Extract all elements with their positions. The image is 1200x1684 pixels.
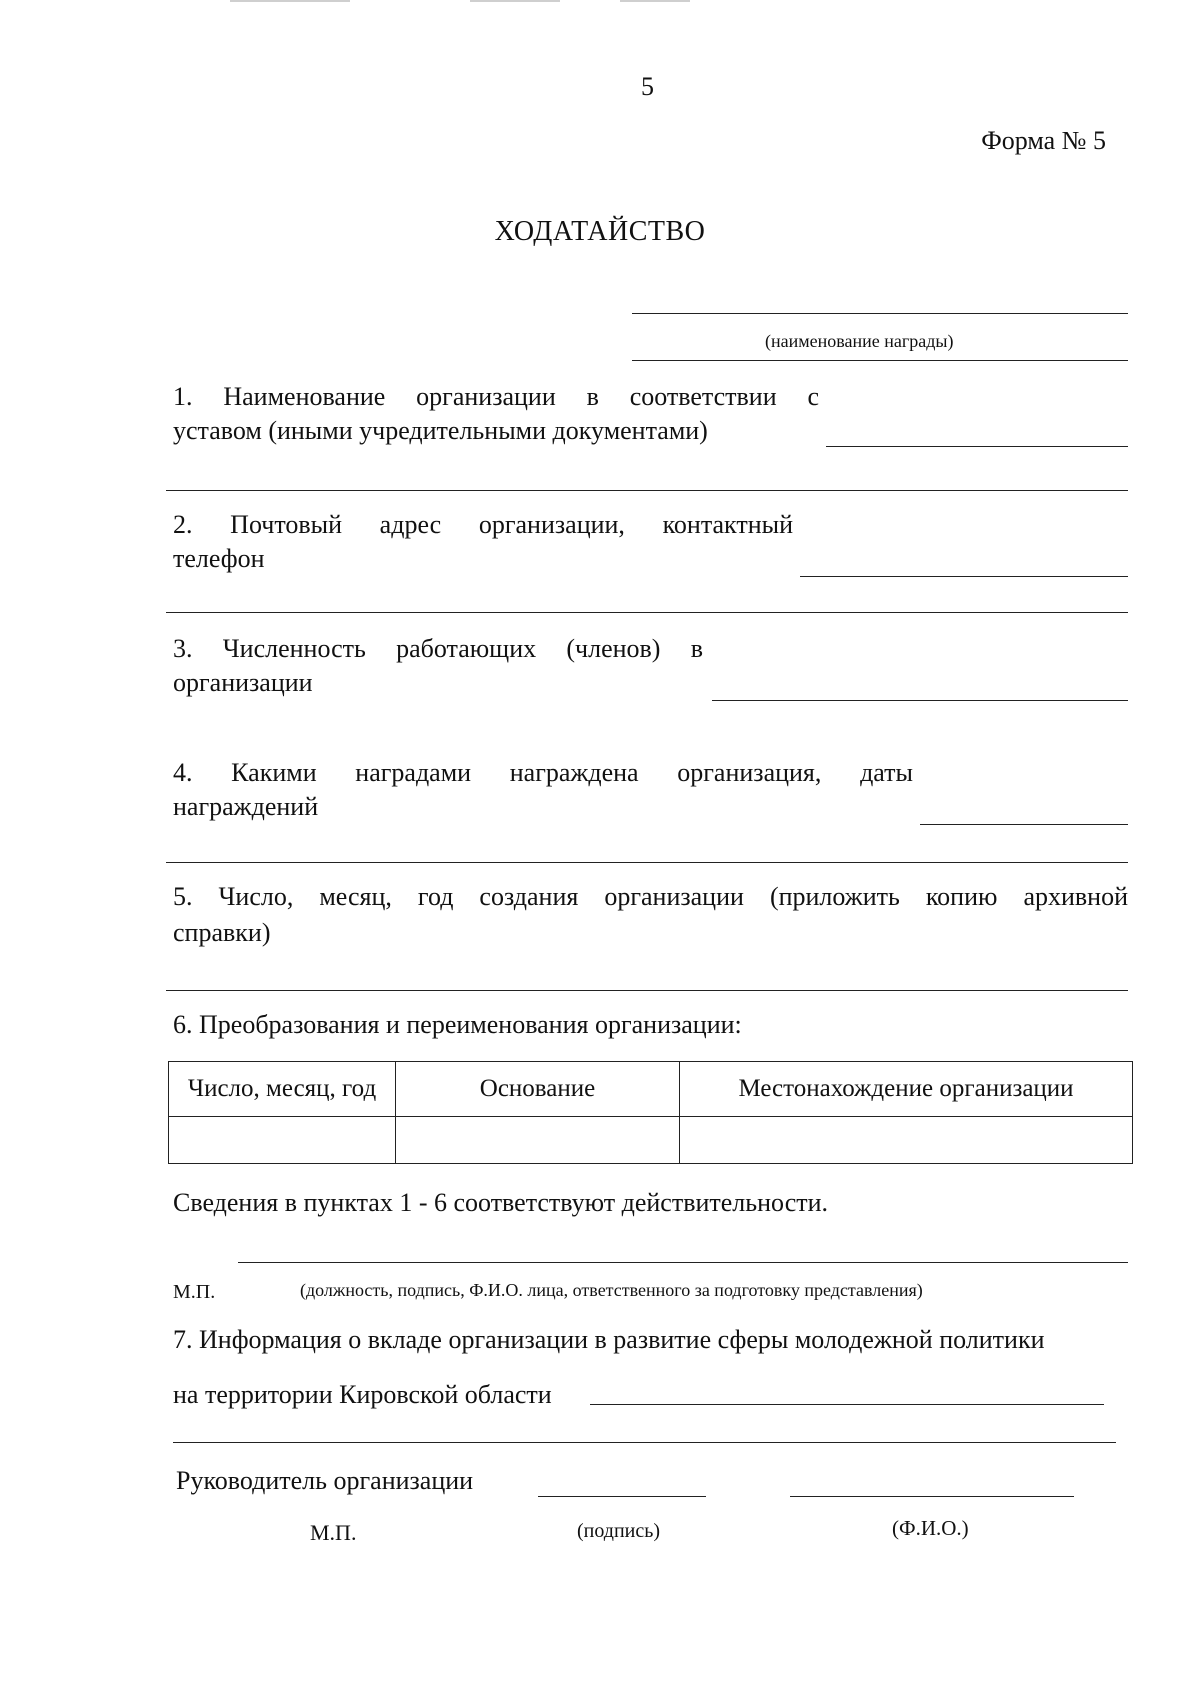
stamp-label-2: М.П. xyxy=(310,1520,357,1545)
item-4-field-line-2[interactable] xyxy=(166,862,1128,863)
item-3-text-cont: организации xyxy=(173,668,313,697)
table-header-date: Число, месяц, год xyxy=(169,1062,396,1117)
transformations-table xyxy=(168,1061,1133,1164)
award-name-caption: (наименование награды) xyxy=(765,331,954,351)
item-2-text: 2. Почтовый адрес организации, контактный xyxy=(173,510,793,539)
signature-caption: (подпись) xyxy=(577,1520,661,1542)
item-5-field-line[interactable] xyxy=(166,990,1128,991)
award-name-line[interactable] xyxy=(632,313,1128,314)
responsible-caption: (должность, подпись, Ф.И.О. лица, ответственного за подготовку представления) xyxy=(300,1280,923,1300)
item-2-field-line-2[interactable] xyxy=(166,612,1128,613)
page-number: 5 xyxy=(641,72,654,101)
item-3-field-line[interactable] xyxy=(712,700,1128,701)
item-1-field-line-2[interactable] xyxy=(166,490,1128,491)
table-header-location: Местонахождение организации xyxy=(680,1062,1133,1117)
item-4-text-cont: награждений xyxy=(173,792,319,821)
page-title: ХОДАТАЙСТВО xyxy=(494,216,706,247)
item-4-field-line[interactable] xyxy=(920,824,1128,825)
item-4-text: 4. Какими наградами награждена организация, даты xyxy=(173,758,913,787)
fio-caption: (Ф.И.О.) xyxy=(892,1516,969,1540)
item-3-text: 3. Численность работающих (членов) в xyxy=(173,634,703,663)
stamp-label: М.П. xyxy=(173,1281,216,1303)
item-2-text-cont: телефон xyxy=(173,544,265,573)
table-cell-basis[interactable] xyxy=(396,1117,680,1164)
award-name-line-2[interactable] xyxy=(632,360,1128,361)
head-label: Руководитель организации xyxy=(176,1466,474,1495)
item-7-text: 7. Информация о вкладе организации в развитие сферы молодежной политики xyxy=(173,1325,1045,1354)
item-7-field-line[interactable] xyxy=(590,1404,1104,1405)
item-1-field-line[interactable] xyxy=(826,446,1128,447)
item-7-text-cont: на территории Кировской области xyxy=(173,1380,552,1409)
item-5-text-cont: справки) xyxy=(173,918,271,947)
table-row xyxy=(169,1117,1133,1164)
table-header-row xyxy=(169,1062,1133,1117)
confirmation-text: Сведения в пунктах 1 - 6 соответствуют действительности. xyxy=(173,1188,829,1217)
head-signature-line[interactable] xyxy=(538,1496,706,1497)
scan-artifact xyxy=(620,0,690,2)
item-7-field-line-2[interactable] xyxy=(173,1442,1116,1443)
head-name-line[interactable] xyxy=(790,1496,1074,1497)
item-6-text: 6. Преобразования и переименования организации: xyxy=(173,1010,742,1039)
item-1-text-cont: уставом (иными учредительными документами) xyxy=(173,416,708,445)
item-2-field-line[interactable] xyxy=(800,576,1128,577)
table-header-basis: Основание xyxy=(396,1062,680,1117)
form-label: Форма № 5 xyxy=(981,126,1106,155)
table-cell-location[interactable] xyxy=(680,1117,1133,1164)
item-5-text: 5. Число, месяц, год создания организации (приложить копию архивной xyxy=(173,882,1128,911)
scan-artifact xyxy=(230,0,350,2)
table-cell-date[interactable] xyxy=(169,1117,396,1164)
responsible-signature-line[interactable] xyxy=(238,1262,1128,1263)
scan-artifact xyxy=(470,0,560,2)
item-1-text: 1. Наименование организации в соответствии с xyxy=(173,382,819,411)
